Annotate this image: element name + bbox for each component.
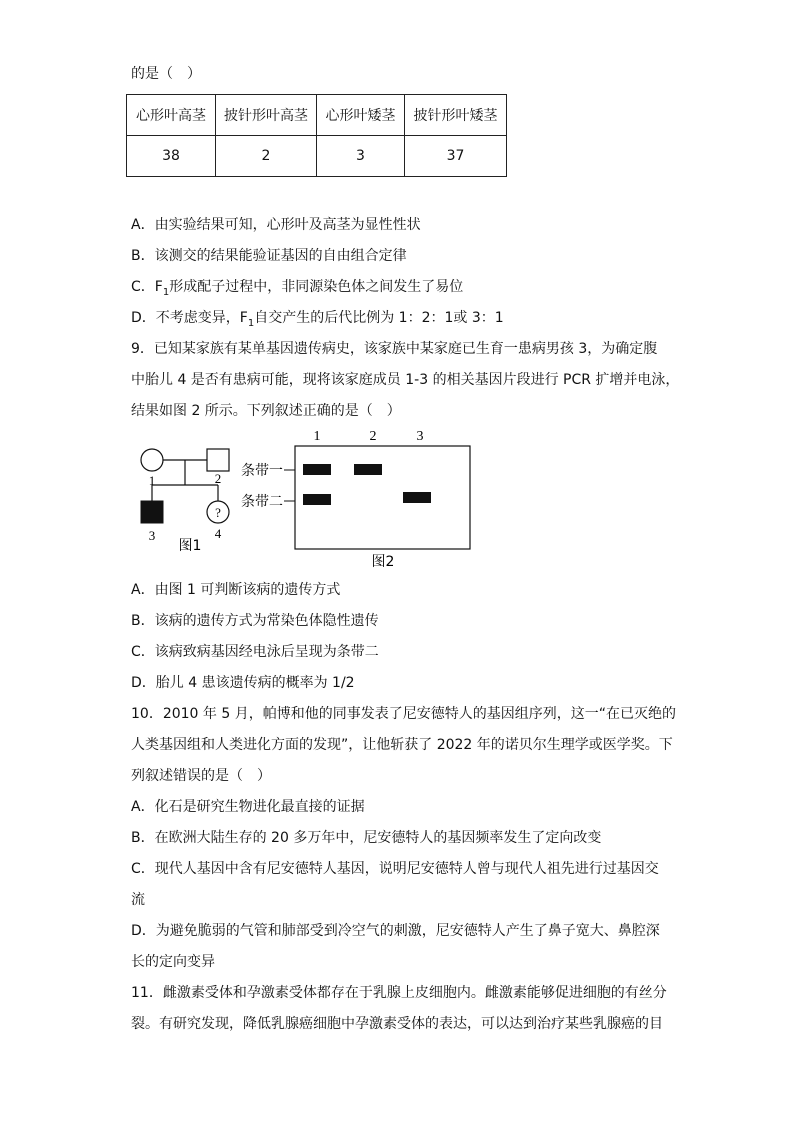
fig2-caption: 图2 [371, 554, 395, 570]
fig1-caption: 图1 [178, 538, 202, 554]
pedigree-label-1: 1 [148, 473, 156, 488]
band-lane2-band1 [354, 464, 382, 475]
lane-label-1: 1 [313, 429, 321, 444]
q9-option-d: D．胎儿 4 患该遗传病的概率为 1/2 [131, 675, 355, 691]
pedigree-affected-male-3 [141, 501, 163, 523]
q9-stem-line: 9．已知某家族有某单基因遗传病史，该家族中某家庭已生育一患病男孩 3，为确定腹 [131, 341, 658, 357]
q8-option-a: A．由实验结果可知，心形叶及高茎为显性性状 [131, 217, 421, 233]
band-lane1-band1 [303, 464, 331, 475]
q10-option-a: A．化石是研究生物进化最直接的证据 [131, 799, 365, 815]
electrophoresis-figure [240, 424, 480, 572]
lane-label-3: 3 [416, 429, 424, 444]
q10-option-c-cont: 流 [131, 892, 145, 908]
q10-option-c: C．现代人基因中含有尼安德特人基因，说明尼安德特人曾与现代人祖先进行过基因交 [131, 861, 659, 877]
q10-option-d: D．为避免脆弱的气管和肺部受到冷空气的刺激，尼安德特人产生了鼻子宽大、鼻腔深 [131, 923, 660, 939]
q8-option-d: D．不考虑变异，$F_1$自交产生的后代比例为 1：2：1或 3：1 [131, 310, 504, 329]
q10-stem-line: 人类基因组和人类进化方面的发现”，让他斩获了 2022 年的诺贝尔生理学或医学奖。下 [131, 737, 673, 753]
q10-stem-line: 10．2010 年 5 月，帕博和他的同事发表了尼安德特人的基因组序列，这一“在已灭绝的 [131, 706, 676, 722]
pedigree-unknown-mark: ? [215, 505, 221, 520]
table-cell: 37 [405, 136, 507, 177]
q9-stem-line: 中胎儿 4 是否有患病可能，现将该家庭成员 1-3 的相关基因片段进行 PCR 扩增并电泳， [131, 372, 680, 388]
band-lane3-band2 [403, 492, 431, 503]
table-cell: 3 [317, 136, 405, 177]
q8-option-b: B．该测交的结果能验证基因的自由组合定律 [131, 248, 407, 264]
q11-stem-line: 裂。有研究发现，降低乳腺癌细胞中孕激素受体的表达，可以达到治疗某些乳腺癌的目 [131, 1016, 663, 1032]
pedigree-label-3: 3 [148, 528, 156, 543]
table-header-cell: 披针形叶高茎 [216, 95, 317, 136]
table-cell: 2 [216, 136, 317, 177]
table-header-cell: 披针形叶矮茎 [405, 95, 507, 136]
question-intro-tail: 的是（ ） [131, 66, 201, 82]
pedigree-female-1 [141, 449, 163, 471]
table-header-cell: 心形叶矮茎 [317, 95, 405, 136]
q11-stem-line: 11．雌激素受体和孕激素受体都存在于乳腺上皮细胞内。雌激素能够促进细胞的有丝分 [131, 985, 667, 1001]
q9-option-b: B．该病的遗传方式为常染色体隐性遗传 [131, 613, 379, 629]
table-header-row [127, 95, 507, 136]
pedigree-label-4: 4 [214, 526, 222, 541]
q10-stem-line: 列叙述错误的是（ ） [131, 768, 271, 784]
pedigree-figure [130, 440, 240, 555]
q10-option-d-cont: 长的定向变异 [131, 954, 215, 970]
q8-option-c: C．$F_1$形成配子过程中，非同源染色体之间发生了易位 [131, 279, 464, 298]
q10-option-b: B．在欧洲大陆生存的 20 多万年中，尼安德特人的基因频率发生了定向改变 [131, 830, 602, 846]
band-label-1: 条带一 [241, 463, 283, 479]
table-header-cell: 心形叶高茎 [127, 95, 216, 136]
band-lane1-band2 [303, 494, 331, 505]
q9-option-a: A．由图 1 可判断该病的遗传方式 [131, 582, 341, 598]
q9-stem-line: 结果如图 2 所示。下列叙述正确的是（ ） [131, 403, 401, 419]
table-cell: 38 [127, 136, 216, 177]
pedigree-label-2: 2 [214, 471, 222, 486]
table-row [127, 136, 507, 177]
q9-option-c: C．该病致病基因经电泳后呈现为条带二 [131, 644, 379, 660]
band-label-2: 条带二 [241, 494, 283, 510]
pedigree-male-2 [207, 449, 229, 471]
phenotype-table [126, 94, 507, 177]
lane-label-2: 2 [369, 429, 377, 444]
